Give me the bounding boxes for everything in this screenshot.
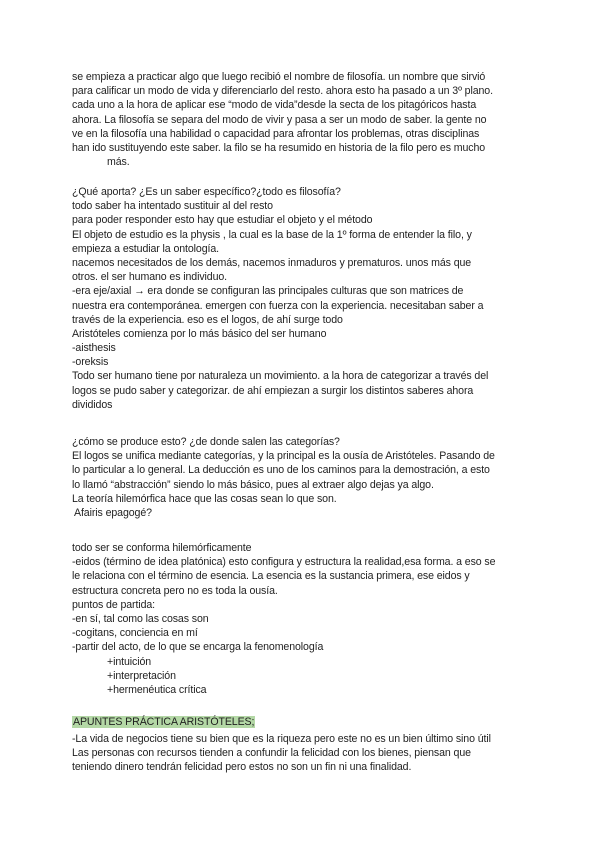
text-line: ¿Qué aporta? ¿Es un saber específico?¿todo es filosofía? bbox=[72, 186, 341, 198]
paragraph-questions bbox=[72, 185, 547, 412]
text-line: puntos de partida: bbox=[72, 598, 156, 611]
text-line: para calificar un modo de vida y diferenciarlo del resto. ahora esto ha pasado a un 3º plano. bbox=[72, 85, 493, 98]
text-line: través de la experiencia. eso es el logos, de ahí surge todo bbox=[72, 313, 343, 326]
text-line: logos se pudo saber y categorizar. de ahí empiezan a surgir los distintos saberes ahora bbox=[72, 384, 474, 397]
list-item: +interpretación bbox=[107, 669, 176, 682]
text-line: más. bbox=[107, 156, 130, 169]
text-line: -La vida de negocios tiene su bien que es la riqueza pero este no es un bien último sino útil bbox=[72, 733, 491, 745]
paragraph-notes bbox=[72, 732, 547, 775]
section-heading-block bbox=[72, 715, 547, 729]
text-line: -cogitans, conciencia en mí bbox=[72, 627, 198, 640]
text-line: -era eje/axial → era donde se configuran las principales culturas que son matrices de bbox=[72, 285, 464, 298]
paragraph-intro bbox=[72, 70, 547, 169]
text-line: empieza a estudiar la ontología. bbox=[72, 242, 219, 255]
text-line: ¿cómo se produce esto? ¿de donde salen las categorías? bbox=[72, 436, 340, 448]
text-line: Todo ser humano tiene por naturaleza un movimiento. a la hora de categorizar a través del bbox=[72, 370, 489, 383]
text-line: El objeto de estudio es la physis , la cual es la base de la 1º forma de entender la filo, y bbox=[72, 228, 472, 241]
text-line: -aisthesis bbox=[72, 342, 116, 355]
text-line: estructura concreta pero no es toda la ousía. bbox=[72, 584, 278, 597]
section-heading bbox=[72, 715, 547, 729]
text-line: otros. el ser humano es individuo. bbox=[72, 271, 228, 284]
text-line: -en sí, tal como las cosas son bbox=[72, 612, 209, 625]
text-line: Aristóteles comienza por lo más básico del ser humano bbox=[72, 327, 327, 340]
text-line: Las personas con recursos tienden a confundir la felicidad con los bienes, piensan que bbox=[72, 747, 471, 760]
text-line: -eidos (término de idea platónica) esto configura y estructura la realidad,esa forma. a eso se bbox=[72, 556, 496, 569]
list-item: +intuición bbox=[107, 655, 152, 668]
text-line: se empieza a practicar algo que luego recibió el nombre de filosofía. un nombre que sirvió bbox=[72, 71, 486, 83]
text-line: todo ser se conforma hilemórficamente bbox=[72, 542, 252, 554]
list-item: +hermenéutica crítica bbox=[107, 683, 207, 696]
text-line: divididos bbox=[72, 398, 113, 411]
text-line: lo llamó “abstracción” siendo lo más básico, pues al extraer algo dejas ya algo. bbox=[72, 478, 434, 491]
paragraph-categories bbox=[72, 435, 547, 520]
text-line: Afairis epagogé? bbox=[74, 506, 152, 519]
text-line: ahora. La filosofía se separa del modo de vivir y pasa a ser un modo de saber. la gente no bbox=[72, 113, 487, 126]
text-line: ve en la filosofía una habilidad o capacidad para afrontar los problemas, otras disciplinas bbox=[72, 127, 480, 140]
text-line: para poder responder esto hay que estudiar el objeto y el método bbox=[72, 214, 373, 227]
text-line: cada uno a la hora de aplicar ese “modo de vida”desde la secta de los pitagóricos hasta bbox=[72, 99, 477, 112]
highlighted-heading: APUNTES PRÁCTICA ARISTÓTELES; bbox=[73, 716, 255, 728]
text-line: todo saber ha intentado sustituir al del resto bbox=[72, 200, 273, 213]
text-line: le relaciona con el término de esencia. La esencia es la sustancia primera, ese eidos y bbox=[72, 570, 470, 583]
text-line: han ido sustituyendo este saber. la filo se ha resumido en historia de la filo pero es mucho bbox=[72, 141, 486, 154]
text-line: La teoría hilemórfica hace que las cosas sean lo que son. bbox=[72, 492, 337, 505]
text-line: lo particular a lo general. La deducción es uno de los caminos para la demostración, a esto bbox=[72, 464, 490, 477]
text-line: teniendo dinero tendrán felicidad pero estos no son un fin ni una finalidad. bbox=[72, 761, 412, 774]
text-line: nuestra era contemporánea. emergen con fuerza con la experiencia. necesitaban saber a bbox=[72, 299, 484, 312]
paragraph-hylomorphism bbox=[72, 541, 547, 697]
text-line: -partir del acto, de lo que se encarga la fenomenología bbox=[72, 641, 324, 654]
text-line: El logos se unifica mediante categorías, y la principal es la ousía de Aristóteles. Pasando de bbox=[72, 450, 495, 463]
text-line: -oreksis bbox=[72, 356, 109, 369]
text-line: nacemos necesitados de los demás, nacemos inmaduros y prematuros. unos más que bbox=[72, 256, 472, 269]
